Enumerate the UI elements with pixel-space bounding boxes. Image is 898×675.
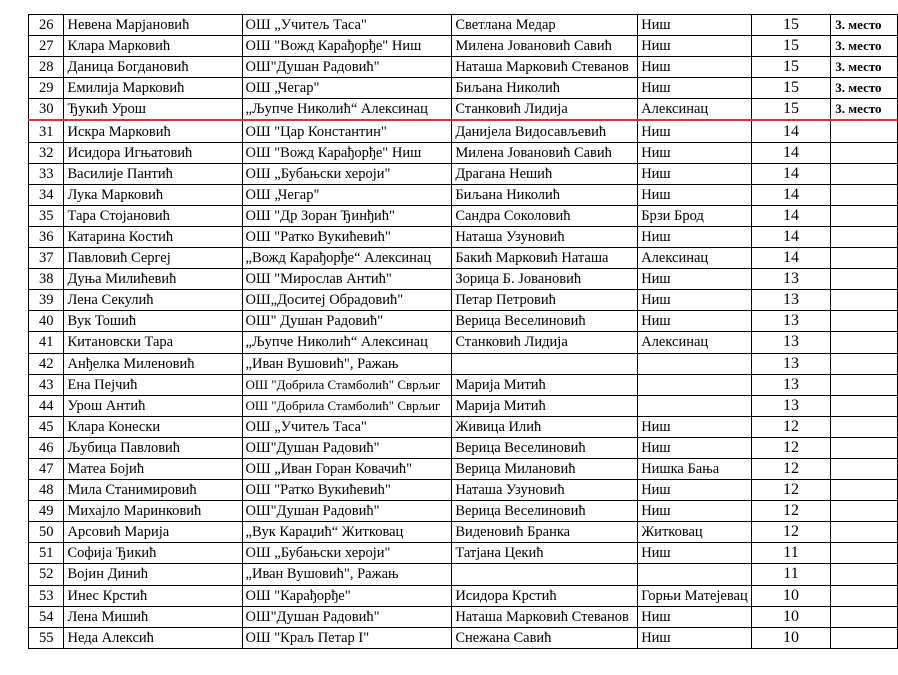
teacher-cell: Марија Митић bbox=[452, 395, 638, 416]
table-row bbox=[29, 248, 898, 269]
student-name-cell: Китановски Тара bbox=[64, 332, 242, 353]
student-name-cell: Мила Станимировић bbox=[64, 480, 242, 501]
teacher-cell: Живица Илић bbox=[452, 416, 638, 437]
teacher-cell: Наташа Марковић Стеванов bbox=[452, 57, 638, 78]
table-row bbox=[29, 480, 898, 501]
points-cell: 13 bbox=[751, 290, 831, 311]
teacher-cell: Станковић Лидија bbox=[452, 332, 638, 353]
table-row bbox=[29, 99, 898, 121]
rank-cell: 39 bbox=[29, 290, 64, 311]
place-cell bbox=[831, 163, 898, 184]
place-cell bbox=[831, 480, 898, 501]
table-row bbox=[29, 606, 898, 627]
points-cell: 14 bbox=[751, 163, 831, 184]
student-name-cell: Вук Тошић bbox=[64, 311, 242, 332]
city-cell bbox=[638, 353, 752, 374]
student-name-cell: Василије Пантић bbox=[64, 163, 242, 184]
student-name-cell: Ена Пејчић bbox=[64, 374, 242, 395]
teacher-cell: Татјана Цекић bbox=[452, 543, 638, 564]
table-row bbox=[29, 437, 898, 458]
place-cell bbox=[831, 522, 898, 543]
student-name-cell: Исидора Игњатовић bbox=[64, 142, 242, 163]
teacher-cell: Биљана Николић bbox=[452, 184, 638, 205]
place-cell bbox=[831, 311, 898, 332]
table-row bbox=[29, 416, 898, 437]
city-cell bbox=[638, 374, 752, 395]
rank-cell: 52 bbox=[29, 564, 64, 585]
table-row bbox=[29, 269, 898, 290]
points-cell: 15 bbox=[751, 36, 831, 57]
teacher-cell: Верица Веселиновић bbox=[452, 311, 638, 332]
place-cell bbox=[831, 248, 898, 269]
teacher-cell: Верица Веселиновић bbox=[452, 437, 638, 458]
points-cell: 11 bbox=[751, 543, 831, 564]
teacher-cell: Бакић Марковић Наташа bbox=[452, 248, 638, 269]
school-cell: ОШ" Душан Радовић" bbox=[242, 311, 452, 332]
student-name-cell: Лука Марковић bbox=[64, 184, 242, 205]
points-cell: 12 bbox=[751, 480, 831, 501]
city-cell: Ниш bbox=[638, 36, 752, 57]
points-cell: 10 bbox=[751, 585, 831, 606]
table-row bbox=[29, 205, 898, 226]
place-cell bbox=[831, 269, 898, 290]
city-cell: Ниш bbox=[638, 120, 752, 142]
teacher-cell: Марија Митић bbox=[452, 374, 638, 395]
student-name-cell: Невена Марјановић bbox=[64, 15, 242, 36]
teacher-cell: Данијела Видосављевић bbox=[452, 120, 638, 142]
student-name-cell: Дуња Милићевић bbox=[64, 269, 242, 290]
table-row bbox=[29, 374, 898, 395]
table-row bbox=[29, 564, 898, 585]
rank-cell: 46 bbox=[29, 437, 64, 458]
points-cell: 13 bbox=[751, 395, 831, 416]
rank-cell: 43 bbox=[29, 374, 64, 395]
place-cell bbox=[831, 627, 898, 648]
city-cell: Ниш bbox=[638, 57, 752, 78]
school-cell: ОШ„Доситеј Обрадовић" bbox=[242, 290, 452, 311]
city-cell: Ниш bbox=[638, 142, 752, 163]
rank-cell: 50 bbox=[29, 522, 64, 543]
rank-cell: 27 bbox=[29, 36, 64, 57]
student-name-cell: Војин Динић bbox=[64, 564, 242, 585]
points-cell: 12 bbox=[751, 458, 831, 479]
place-cell bbox=[831, 184, 898, 205]
school-cell: ОШ „Бубањски хероји" bbox=[242, 543, 452, 564]
points-cell: 10 bbox=[751, 606, 831, 627]
student-name-cell: Клара Конески bbox=[64, 416, 242, 437]
student-name-cell: Лена Мишић bbox=[64, 606, 242, 627]
student-name-cell: Софија Ђикић bbox=[64, 543, 242, 564]
place-cell bbox=[831, 501, 898, 522]
rank-cell: 55 bbox=[29, 627, 64, 648]
points-cell: 15 bbox=[751, 15, 831, 36]
place-cell bbox=[831, 332, 898, 353]
teacher-cell: Светлана Медар bbox=[452, 15, 638, 36]
city-cell: Ниш bbox=[638, 501, 752, 522]
city-cell: Ниш bbox=[638, 606, 752, 627]
table-row bbox=[29, 627, 898, 648]
city-cell: Нишка Бања bbox=[638, 458, 752, 479]
school-cell: ОШ "Карађорђе" bbox=[242, 585, 452, 606]
school-cell: ОШ „Учитељ Таса" bbox=[242, 15, 452, 36]
results-rows bbox=[29, 15, 898, 649]
school-cell: „Вук Караџић“ Житковац bbox=[242, 522, 452, 543]
place-cell: 3. место bbox=[831, 57, 898, 78]
student-name-cell: Лена Секулић bbox=[64, 290, 242, 311]
student-name-cell: Павловић Сергеј bbox=[64, 248, 242, 269]
city-cell: Ниш bbox=[638, 437, 752, 458]
teacher-cell: Наташа Узуновић bbox=[452, 226, 638, 247]
student-name-cell: Арсовић Марија bbox=[64, 522, 242, 543]
rank-cell: 48 bbox=[29, 480, 64, 501]
school-cell: ОШ "Краљ Петар I" bbox=[242, 627, 452, 648]
school-cell: ОШ „Чегар" bbox=[242, 78, 452, 99]
points-cell: 13 bbox=[751, 353, 831, 374]
place-cell bbox=[831, 437, 898, 458]
place-cell: 3. место bbox=[831, 15, 898, 36]
rank-cell: 44 bbox=[29, 395, 64, 416]
points-cell: 15 bbox=[751, 78, 831, 99]
city-cell: Ниш bbox=[638, 269, 752, 290]
table-row bbox=[29, 353, 898, 374]
teacher-cell: Снежана Савић bbox=[452, 627, 638, 648]
place-cell: 3. место bbox=[831, 36, 898, 57]
points-cell: 12 bbox=[751, 501, 831, 522]
points-cell: 12 bbox=[751, 416, 831, 437]
rank-cell: 31 bbox=[29, 120, 64, 142]
school-cell: ОШ „Иван Горан Ковачић" bbox=[242, 458, 452, 479]
rank-cell: 42 bbox=[29, 353, 64, 374]
rank-cell: 37 bbox=[29, 248, 64, 269]
school-cell: ОШ "Мирослав Антић" bbox=[242, 269, 452, 290]
city-cell bbox=[638, 395, 752, 416]
place-cell bbox=[831, 395, 898, 416]
school-cell: ОШ"Душан Радовић" bbox=[242, 437, 452, 458]
table-row bbox=[29, 15, 898, 36]
school-cell: „Љупче Николић“ Алексинац bbox=[242, 332, 452, 353]
school-cell: ОШ "Вожд Карађорђе" Ниш bbox=[242, 142, 452, 163]
points-cell: 10 bbox=[751, 627, 831, 648]
rank-cell: 45 bbox=[29, 416, 64, 437]
points-cell: 13 bbox=[751, 269, 831, 290]
place-cell bbox=[831, 205, 898, 226]
city-cell: Брзи Брод bbox=[638, 205, 752, 226]
teacher-cell: Наташа Узуновић bbox=[452, 480, 638, 501]
place-cell bbox=[831, 226, 898, 247]
rank-cell: 36 bbox=[29, 226, 64, 247]
place-cell bbox=[831, 416, 898, 437]
city-cell: Ниш bbox=[638, 416, 752, 437]
student-name-cell: Тара Стојановић bbox=[64, 205, 242, 226]
city-cell: Ниш bbox=[638, 627, 752, 648]
teacher-cell: Наташа Марковић Стеванов bbox=[452, 606, 638, 627]
city-cell: Ниш bbox=[638, 78, 752, 99]
place-cell bbox=[831, 606, 898, 627]
school-cell: „Иван Вушовић", Ражањ bbox=[242, 564, 452, 585]
place-cell bbox=[831, 543, 898, 564]
place-cell: 3. место bbox=[831, 99, 898, 121]
rank-cell: 38 bbox=[29, 269, 64, 290]
table-row bbox=[29, 395, 898, 416]
school-cell: ОШ "Добрила Стамболић" Сврљиг bbox=[242, 395, 452, 416]
points-cell: 14 bbox=[751, 120, 831, 142]
city-cell: Горњи Матејевац bbox=[638, 585, 752, 606]
table-row bbox=[29, 522, 898, 543]
school-cell: ОШ „Бубањски хероји" bbox=[242, 163, 452, 184]
school-cell: ОШ "Вожд Карађорђе" Ниш bbox=[242, 36, 452, 57]
table-row bbox=[29, 163, 898, 184]
student-name-cell: Даница Богдановић bbox=[64, 57, 242, 78]
school-cell: ОШ "Др Зоран Ђинђић" bbox=[242, 205, 452, 226]
student-name-cell: Љубица Павловић bbox=[64, 437, 242, 458]
teacher-cell: Зорица Б. Јовановић bbox=[452, 269, 638, 290]
table-row bbox=[29, 543, 898, 564]
teacher-cell: Сандра Соколовић bbox=[452, 205, 638, 226]
rank-cell: 53 bbox=[29, 585, 64, 606]
points-cell: 13 bbox=[751, 311, 831, 332]
student-name-cell: Искра Марковић bbox=[64, 120, 242, 142]
place-cell: 3. место bbox=[831, 78, 898, 99]
teacher-cell: Исидора Крстић bbox=[452, 585, 638, 606]
rank-cell: 33 bbox=[29, 163, 64, 184]
city-cell: Ниш bbox=[638, 184, 752, 205]
school-cell: „Љупче Николић“ Алексинац bbox=[242, 99, 452, 121]
student-name-cell: Урош Антић bbox=[64, 395, 242, 416]
city-cell: Ниш bbox=[638, 163, 752, 184]
school-cell: ОШ "Ратко Вукићевић" bbox=[242, 226, 452, 247]
city-cell: Ниш bbox=[638, 480, 752, 501]
school-cell: ОШ"Душан Радовић" bbox=[242, 501, 452, 522]
school-cell: ОШ „Чегар" bbox=[242, 184, 452, 205]
rank-cell: 30 bbox=[29, 99, 64, 121]
place-cell bbox=[831, 142, 898, 163]
table-row bbox=[29, 458, 898, 479]
place-cell bbox=[831, 564, 898, 585]
city-cell: Ниш bbox=[638, 290, 752, 311]
rank-cell: 49 bbox=[29, 501, 64, 522]
points-cell: 12 bbox=[751, 522, 831, 543]
rank-cell: 35 bbox=[29, 205, 64, 226]
points-cell: 12 bbox=[751, 437, 831, 458]
table-row bbox=[29, 142, 898, 163]
student-name-cell: Инес Крстић bbox=[64, 585, 242, 606]
points-cell: 13 bbox=[751, 332, 831, 353]
teacher-cell: Станковић Лидија bbox=[452, 99, 638, 121]
rank-cell: 28 bbox=[29, 57, 64, 78]
rank-cell: 47 bbox=[29, 458, 64, 479]
school-cell: ОШ "Цар Константин" bbox=[242, 120, 452, 142]
points-cell: 13 bbox=[751, 374, 831, 395]
rank-cell: 26 bbox=[29, 15, 64, 36]
school-cell: ОШ "Ратко Вукићевић" bbox=[242, 480, 452, 501]
place-cell bbox=[831, 585, 898, 606]
city-cell: Алексинац bbox=[638, 248, 752, 269]
school-cell: ОШ „Учитељ Таса" bbox=[242, 416, 452, 437]
points-cell: 14 bbox=[751, 184, 831, 205]
table-row bbox=[29, 501, 898, 522]
table-row bbox=[29, 290, 898, 311]
results-table bbox=[28, 14, 898, 649]
school-cell: ОШ "Добрила Стамболић" Сврљиг bbox=[242, 374, 452, 395]
points-cell: 14 bbox=[751, 248, 831, 269]
table-row bbox=[29, 78, 898, 99]
rank-cell: 29 bbox=[29, 78, 64, 99]
points-cell: 11 bbox=[751, 564, 831, 585]
table-row bbox=[29, 332, 898, 353]
points-cell: 15 bbox=[751, 99, 831, 121]
points-cell: 14 bbox=[751, 142, 831, 163]
place-cell bbox=[831, 290, 898, 311]
table-row bbox=[29, 184, 898, 205]
table-row bbox=[29, 585, 898, 606]
teacher-cell: Верица Веселиновић bbox=[452, 501, 638, 522]
teacher-cell: Драгана Нешић bbox=[452, 163, 638, 184]
place-cell bbox=[831, 374, 898, 395]
student-name-cell: Михајло Маринковић bbox=[64, 501, 242, 522]
points-cell: 14 bbox=[751, 226, 831, 247]
table-row bbox=[29, 311, 898, 332]
city-cell: Алексинац bbox=[638, 99, 752, 121]
teacher-cell: Верица Милановић bbox=[452, 458, 638, 479]
student-name-cell: Емилија Марковић bbox=[64, 78, 242, 99]
school-cell: ОШ"Душан Радовић" bbox=[242, 57, 452, 78]
student-name-cell: Матеа Бојић bbox=[64, 458, 242, 479]
teacher-cell bbox=[452, 353, 638, 374]
student-name-cell: Катарина Костић bbox=[64, 226, 242, 247]
teacher-cell: Виденовић Бранка bbox=[452, 522, 638, 543]
table-row bbox=[29, 226, 898, 247]
points-cell: 14 bbox=[751, 205, 831, 226]
city-cell: Ниш bbox=[638, 226, 752, 247]
school-cell: ОШ"Душан Радовић" bbox=[242, 606, 452, 627]
rank-cell: 41 bbox=[29, 332, 64, 353]
teacher-cell bbox=[452, 564, 638, 585]
rank-cell: 51 bbox=[29, 543, 64, 564]
city-cell: Алексинац bbox=[638, 332, 752, 353]
school-cell: „Вожд Карађорђе“ Алексинац bbox=[242, 248, 452, 269]
rank-cell: 54 bbox=[29, 606, 64, 627]
teacher-cell: Биљана Николић bbox=[452, 78, 638, 99]
rank-cell: 32 bbox=[29, 142, 64, 163]
city-cell: Ниш bbox=[638, 543, 752, 564]
place-cell bbox=[831, 120, 898, 142]
table-row bbox=[29, 36, 898, 57]
teacher-cell: Петар Петровић bbox=[452, 290, 638, 311]
city-cell bbox=[638, 564, 752, 585]
student-name-cell: Анђелка Миленовић bbox=[64, 353, 242, 374]
city-cell: Ниш bbox=[638, 15, 752, 36]
points-cell: 15 bbox=[751, 57, 831, 78]
table-row bbox=[29, 57, 898, 78]
rank-cell: 40 bbox=[29, 311, 64, 332]
table-row bbox=[29, 120, 898, 142]
student-name-cell: Клара Марковић bbox=[64, 36, 242, 57]
teacher-cell: Милена Јовановић Савић bbox=[452, 142, 638, 163]
city-cell: Житковац bbox=[638, 522, 752, 543]
place-cell bbox=[831, 353, 898, 374]
student-name-cell: Неда Алексић bbox=[64, 627, 242, 648]
teacher-cell: Милена Јовановић Савић bbox=[452, 36, 638, 57]
student-name-cell: Ђукић Урош bbox=[64, 99, 242, 121]
city-cell: Ниш bbox=[638, 311, 752, 332]
place-cell bbox=[831, 458, 898, 479]
school-cell: „Иван Вушовић", Ражањ bbox=[242, 353, 452, 374]
rank-cell: 34 bbox=[29, 184, 64, 205]
